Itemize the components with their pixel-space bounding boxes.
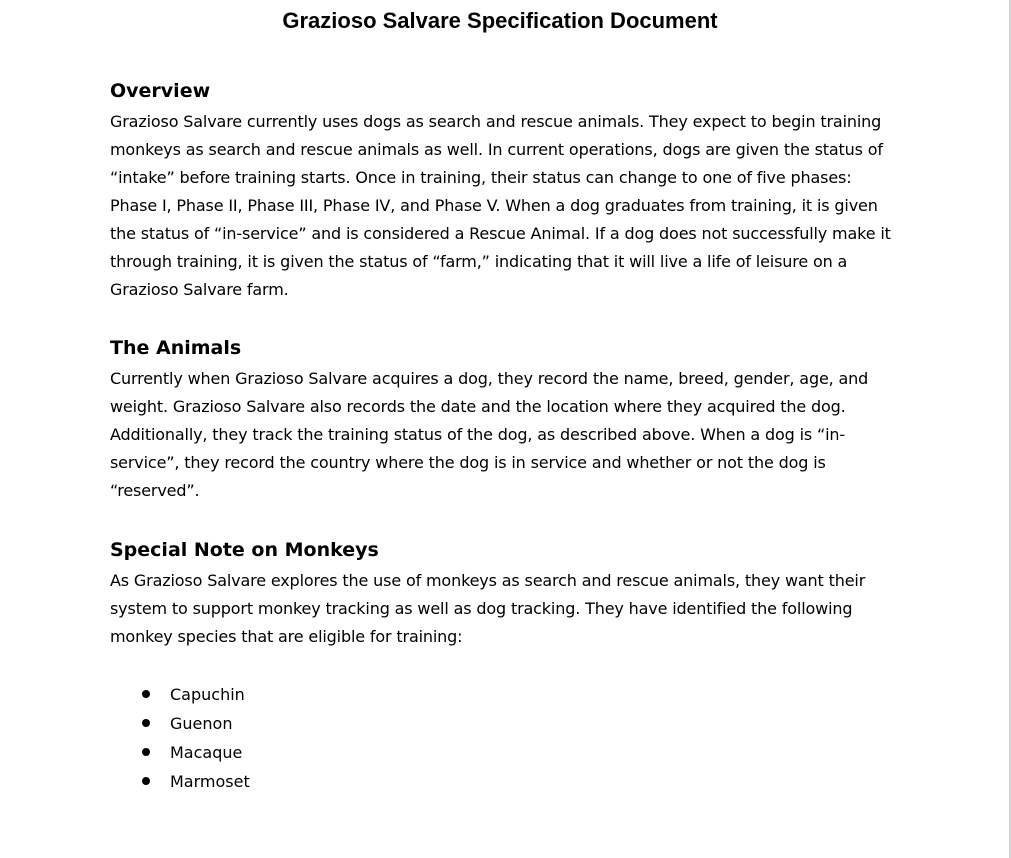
bullet-icon	[142, 777, 150, 785]
list-item	[140, 738, 250, 767]
section-heading-the-animals: The Animals	[110, 337, 242, 359]
section-special-note-monkeys	[110, 537, 900, 651]
section-paragraph-special-note-monkeys: As Grazioso Salvare explores the use of monkeys as search and rescue animals, they want their system to support monkey tracking as well as dog tracking. They have identified the following monkey species that are eligible for training:	[110, 571, 866, 646]
list-item-label: Guenon	[170, 714, 233, 733]
section-overview	[110, 78, 900, 304]
list-item	[140, 709, 250, 738]
bullet-icon	[142, 748, 150, 756]
list-item-label: Macaque	[170, 743, 243, 762]
section-paragraph-overview: Grazioso Salvare currently uses dogs as search and rescue animals. They expect to begin training monkeys as search and rescue animals as well. In current operations, dogs are given the status of “intake” before training starts. Once in training, their status can change to one of five phases: Phase I, Phase II, Phase III, Phase IV, and Phase V. When a dog graduates from training, it is given the status of “in-service” and is considered a Rescue Animal. If a dog does not successfully make it through training, it is given the status of “farm,” indicating that it will live a life of leisure on a Grazioso Salvare farm.	[110, 112, 891, 299]
list-item-label: Marmoset	[170, 772, 250, 791]
bullet-icon	[142, 719, 150, 727]
monkey-species-list	[140, 680, 250, 796]
section-heading-special-note-monkeys: Special Note on Monkeys	[110, 539, 379, 561]
list-item	[140, 767, 250, 796]
list-item	[140, 680, 250, 709]
section-heading-overview: Overview	[110, 80, 211, 102]
section-paragraph-the-animals: Currently when Grazioso Salvare acquires a dog, they record the name, breed, gender, age, and weight. Grazioso Salvare also records the date and the location where they acquired the dog. Additionally, they track the training status of the dog, as described above. When a dog is “in-service”, they record the country where the dog is in service and whether or not the dog is “reserved”.	[110, 369, 869, 500]
section-the-animals	[110, 335, 900, 505]
list-item-label: Capuchin	[170, 685, 245, 704]
document-title: Grazioso Salvare Specification Document	[282, 8, 718, 33]
bullet-icon	[142, 690, 150, 698]
